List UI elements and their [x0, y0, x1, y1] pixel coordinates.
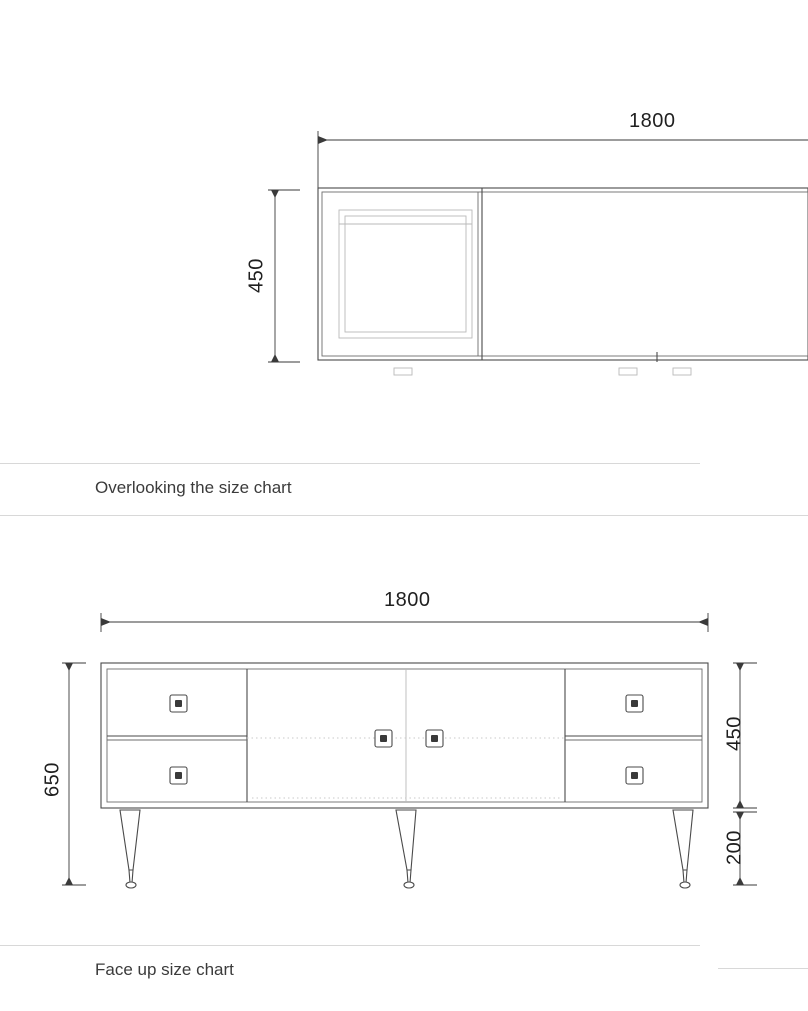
front-view-leg-height-label: 200	[723, 830, 746, 865]
divider-top	[0, 463, 700, 464]
front-view-width-dimension	[101, 613, 708, 632]
front-view-total-height-label: 650	[41, 762, 64, 797]
front-view-cabinet-body	[101, 663, 708, 808]
top-view-caption: Overlooking the size chart	[95, 478, 292, 497]
top-view-cabinet-body	[318, 188, 808, 360]
top-view-width-dimension	[318, 131, 808, 195]
top-view-width-label: 1800	[629, 110, 676, 132]
top-view-depth-dimension	[268, 190, 300, 362]
front-view-legs	[120, 810, 693, 888]
divider-front-view	[0, 945, 700, 946]
front-view-width-label: 1800	[384, 589, 431, 611]
front-view-caption: Face up size chart	[95, 960, 234, 979]
top-view-depth-label: 450	[245, 258, 268, 293]
front-view-drawing	[0, 560, 808, 960]
front-view-total-height-dimension	[62, 663, 86, 885]
top-view-drawing	[0, 0, 808, 460]
front-view-cabinet-height-label: 450	[723, 716, 746, 751]
divider-front-view-right	[718, 968, 808, 969]
divider-bottom	[0, 515, 808, 516]
